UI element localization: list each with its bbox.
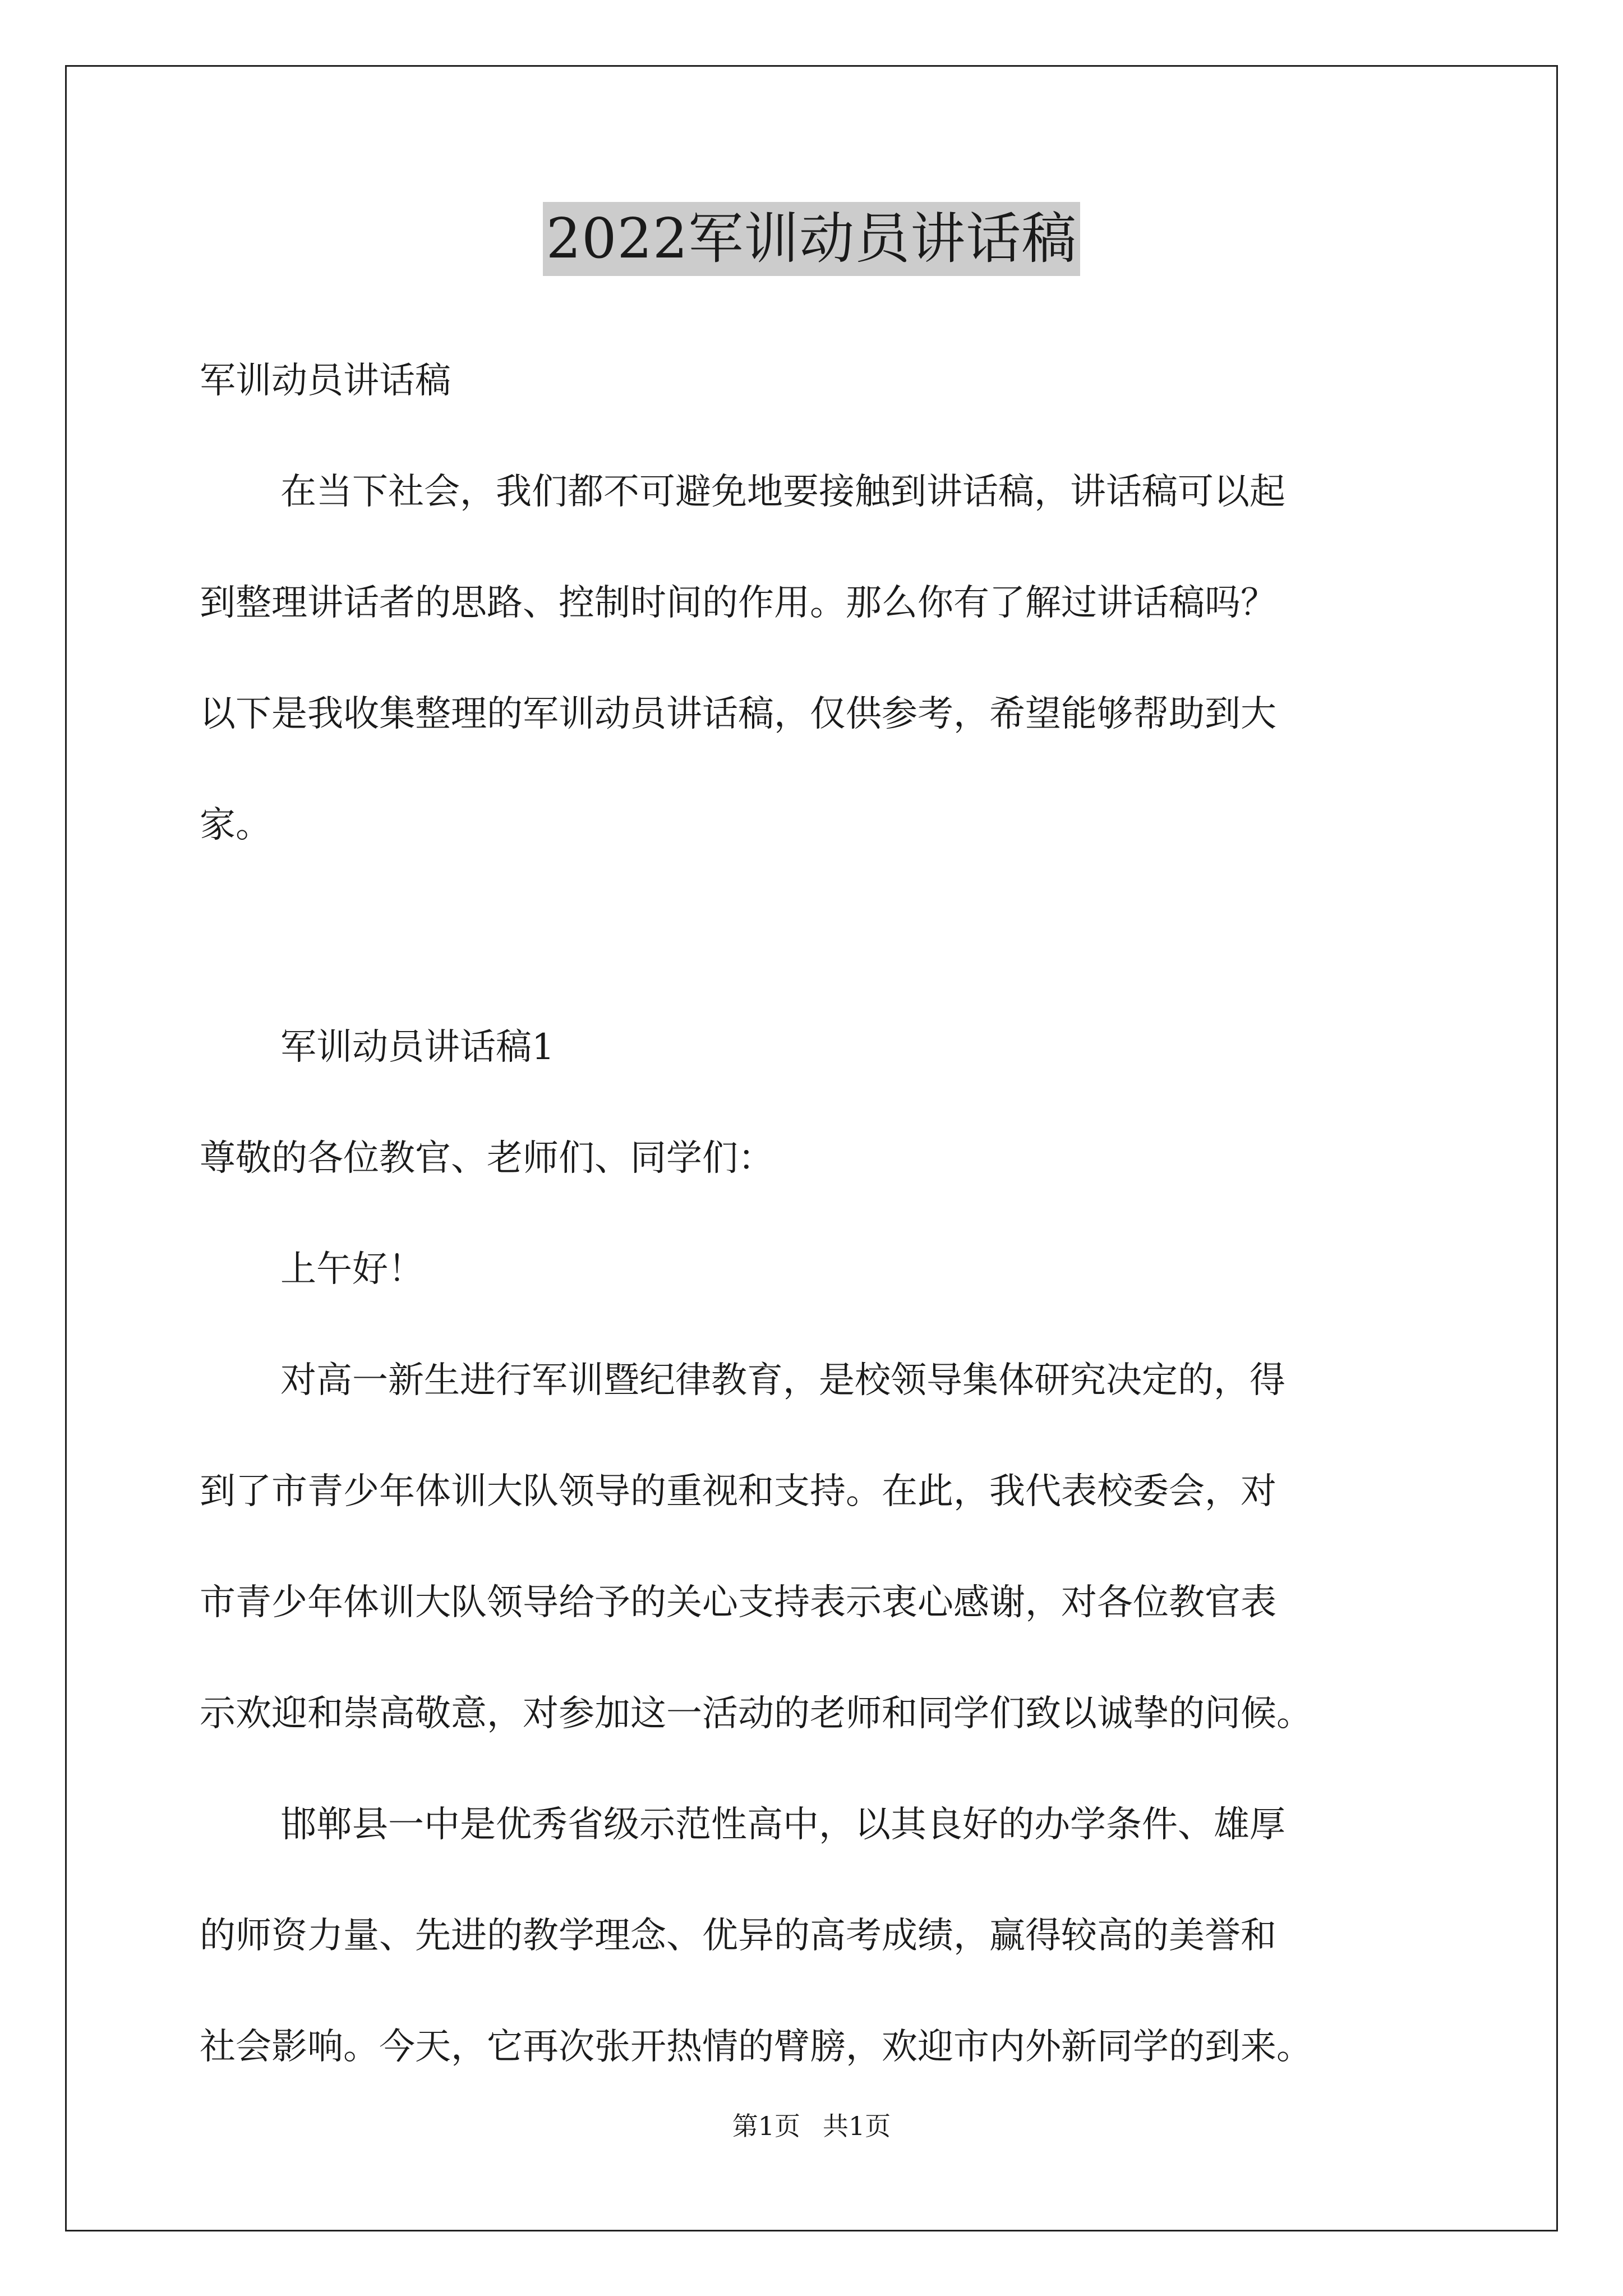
paragraph-line: 到了市青少年体训大队领导的重视和支持。在此，我代表校委会，对 xyxy=(200,1471,1276,1512)
paragraph-line: 以下是我收集整理的军训动员讲话稿，仅供参考，希望能够帮助到大 xyxy=(200,693,1276,735)
section-heading: 军训动员讲话稿1 xyxy=(280,1027,555,1068)
page-number: 第1页 xyxy=(732,2111,800,2141)
paragraph-line: 市青少年体训大队领导给予的关心支持表示衷心感谢，对各位教官表 xyxy=(200,1582,1276,1623)
page-footer xyxy=(0,2109,1623,2143)
title-container xyxy=(0,202,1623,276)
paragraph-line: 邯郸县一中是优秀省级示范性高中，以其良好的办学条件、雄厚 xyxy=(280,1804,1285,1846)
paragraph-line: 的师资力量、先进的教学理念、优异的高考成绩，赢得较高的美誉和 xyxy=(200,1915,1276,1957)
paragraph-line: 对高一新生进行军训暨纪律教育，是校领导集体研究决定的，得 xyxy=(280,1360,1285,1401)
subtitle-line: 军训动员讲话稿 xyxy=(200,360,451,402)
paragraph-line: 在当下社会，我们都不可避免地要接触到讲话稿，讲话稿可以起 xyxy=(280,471,1285,513)
paragraph-line: 社会影响。今天，它再次张开热情的臂膀，欢迎市内外新同学的到来。 xyxy=(200,2026,1312,2068)
page-total: 共1页 xyxy=(823,2111,891,2141)
paragraph-line: 到整理讲话者的思路、控制时间的作用。那么你有了解过讲话稿吗？ xyxy=(200,582,1276,624)
paragraph-line: 示欢迎和崇高敬意，对参加这一活动的老师和同学们致以诚挚的问候。 xyxy=(200,1693,1312,1734)
blank-line xyxy=(200,881,1433,992)
document-title: 2022军训动员讲话稿 xyxy=(543,202,1080,276)
greeting-line: 上午好！ xyxy=(280,1249,424,1290)
paragraph-line: 家。 xyxy=(200,804,271,846)
salutation-line: 尊敬的各位教官、老师们、同学们： xyxy=(200,1138,774,1179)
document-body xyxy=(200,325,1433,2102)
